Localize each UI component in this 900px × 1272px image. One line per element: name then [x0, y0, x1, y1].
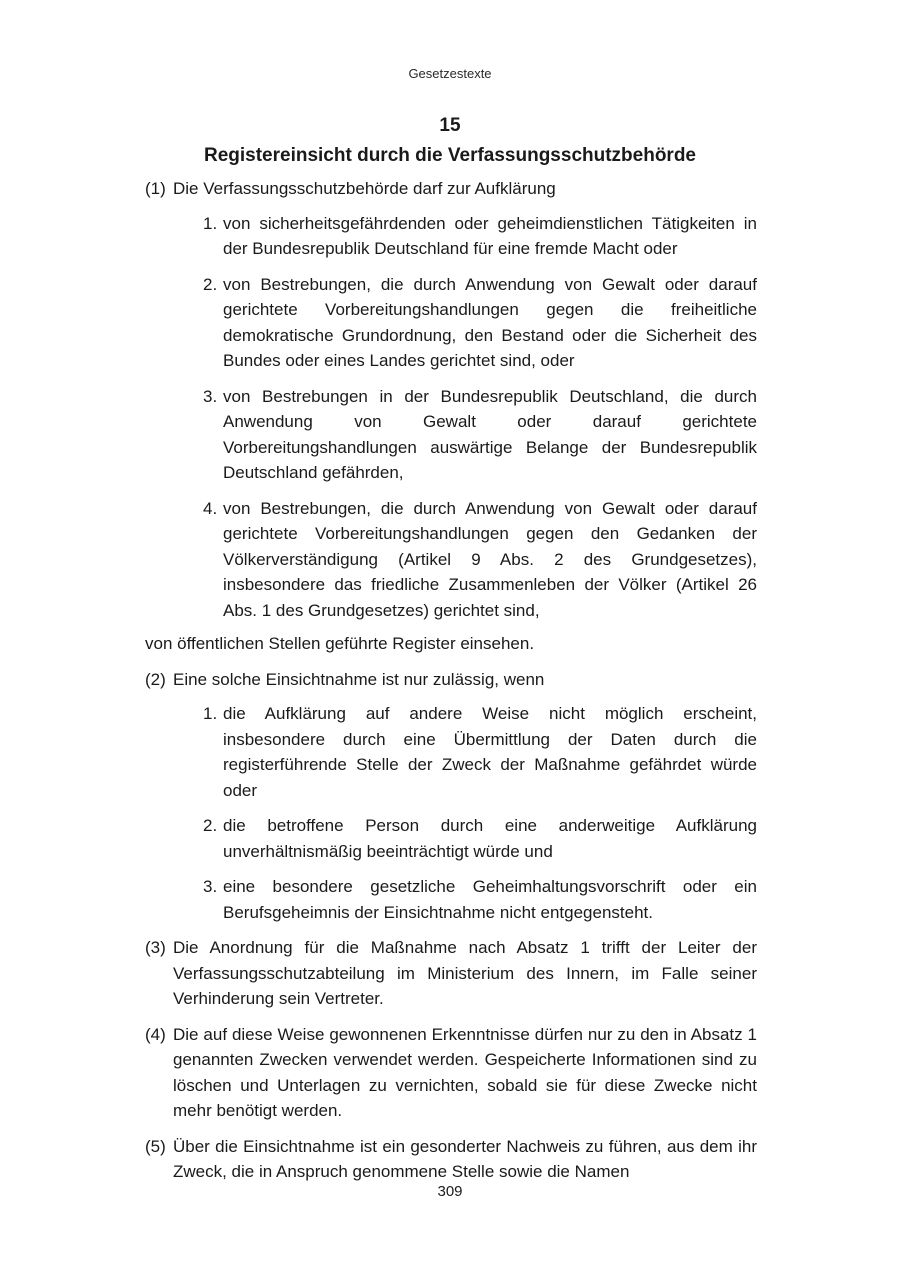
paragraph-3 — [145, 935, 757, 1012]
item-text: von Bestrebungen in der Bundesrepublik Deutschland, die durch Anwendung von Gewalt oder darauf gerichtete Vorbereitungshandlungen auswärtige Belange der Bundesrepublik Deutschland gefährden, — [223, 386, 757, 482]
paragraph-1 — [145, 176, 757, 623]
paragraph-number: (3) — [145, 938, 166, 957]
item-text: von sicherheitsgefährdenden oder geheimdienstlichen Tätigkeiten in der Bundesrepublik Deutschland für eine fremde Macht oder — [223, 213, 757, 258]
paragraph-intro: Eine solche Einsichtnahme ist nur zulässig, wenn — [173, 669, 545, 689]
item-number: 1. — [203, 704, 218, 723]
list-item — [203, 813, 757, 864]
list-item — [203, 874, 757, 925]
item-text: die Aufklärung auf andere Weise nicht möglich erscheint, insbesondere durch eine Übermittlung der Daten durch die registerführende Stelle der Zweck der Maßnahme gefährdet würde oder — [223, 704, 757, 800]
section-number: 15 — [439, 115, 461, 136]
page-number: 309 — [437, 1183, 463, 1200]
item-text: von Bestrebungen, die durch Anwendung von Gewalt oder darauf gerichtete Vorbereitungshandlungen gegen den Gedanken der Völkerverständigung (Artikel 9 Abs. 2 des Grundgesetzes), insbesondere das friedliche Zusammenleben der Völker (Artikel 26 Abs. 1 des Grundgesetzes) gerichtet sind, — [223, 498, 757, 620]
item-number: 4. — [203, 498, 218, 518]
item-list — [173, 701, 757, 925]
list-item — [203, 272, 757, 374]
item-number: 1. — [203, 213, 218, 233]
paragraph-number: (2) — [145, 669, 166, 689]
item-list — [173, 211, 757, 624]
paragraph-1-trailing: von öffentlichen Stellen geführte Register einsehen. — [145, 634, 535, 653]
item-number: 3. — [203, 386, 218, 406]
item-text: von Bestrebungen, die durch Anwendung von Gewalt oder darauf gerichtete Vorbereitungshandlungen gegen die freiheitliche demokratische Grundordnung, den Bestand oder die Sicherheit des Bundes oder eines Landes gerichtet sind, oder — [223, 274, 757, 370]
list-item — [203, 701, 757, 803]
paragraph-5 — [145, 1134, 757, 1185]
paragraph-text: Die auf diese Weise gewonnenen Erkenntnisse dürfen nur zu den in Absatz 1 genannten Zwecken verwendet werden. Gespeicherte Informationen sind zu löschen und Unterlagen zu vernichten, sobald sie für diese Zwecke nicht mehr benötigt werden. — [173, 1024, 757, 1120]
list-item — [203, 384, 757, 486]
item-text: die betroffene Person durch eine anderweitige Aufklärung unverhältnismäßig beeinträchtigt würde und — [223, 816, 757, 861]
paragraph-4 — [145, 1022, 757, 1124]
paragraph-text: Über die Einsichtnahme ist ein gesonderter Nachweis zu führen, aus dem ihr Zweck, die in Anspruch genommene Stelle sowie die Namen — [173, 1136, 757, 1181]
item-number: 3. — [203, 877, 218, 896]
list-item — [203, 496, 757, 624]
list-item — [203, 211, 757, 262]
paragraph-intro: Die Verfassungsschutzbehörde darf zur Aufklärung — [173, 179, 556, 198]
paragraph-text: Die Anordnung für die Maßnahme nach Absatz 1 trifft der Leiter der Verfassungsschutzabteilung im Ministerium des Innern, im Falle seiner Verhinderung sein Vertreter. — [173, 938, 757, 1008]
paragraph-2 — [145, 667, 757, 926]
item-number: 2. — [203, 816, 218, 835]
section-title: Registereinsicht durch die Verfassungsschutzbehörde — [203, 145, 696, 166]
running-head: Gesetzestexte — [408, 66, 492, 81]
item-number: 2. — [203, 274, 218, 294]
section-body — [145, 176, 757, 1195]
paragraph-number: (5) — [145, 1136, 166, 1156]
paragraph-number: (4) — [145, 1024, 166, 1044]
item-text: eine besondere gesetzliche Geheimhaltungsvorschrift oder ein Berufsgeheimnis der Einsichtnahme nicht entgegensteht. — [223, 877, 757, 922]
paragraph-number: (1) — [145, 179, 166, 198]
